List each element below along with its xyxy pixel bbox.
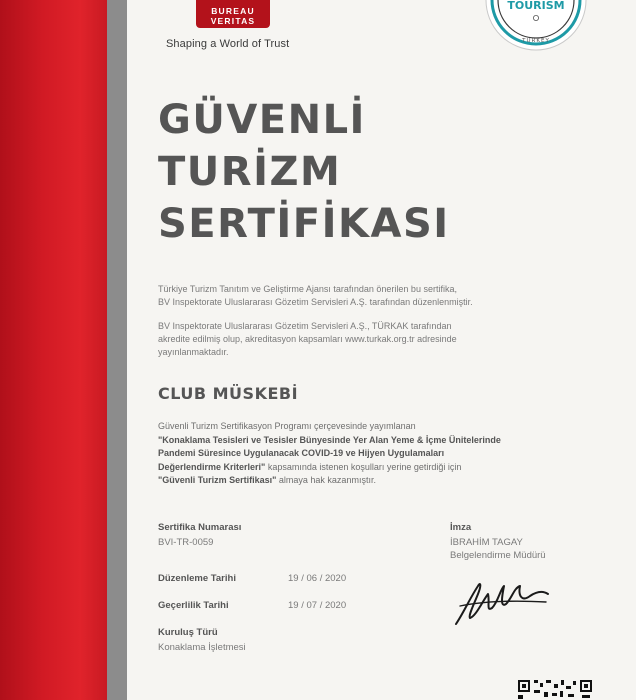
gray-side-band [107,0,127,700]
title-line-3: SERTİFİKASI [158,201,450,247]
statement-line-4-rest: kapsamında istenen koşulları yerine getirdiği için [265,461,462,472]
title-line-2: TURİZM [158,149,342,195]
statement-line-3: Pandemi Süresince Uygulanacak COVID-19 ve Hijyen Uygulamaları [158,448,445,459]
intro-p1-line-2: BV Inspektorate Uluslararası Gözetim Servisleri A.Ş. tarafından düzenlenmiştir. [158,297,473,307]
intro-p1-line-1: Türkiye Turizm Tanıtım ve Geliştirme Ajansı tarafından önerilen bu sertifika, [158,284,457,294]
certificate-number-label: Sertifika Numarası [158,522,242,533]
signatory-name: İBRAHİM TAGAY [450,537,523,548]
logo-tagline: Shaping a World of Trust [166,38,290,50]
qr-code [516,678,596,700]
company-name: CLUB MÜSKEBİ [158,384,299,403]
validity-date-label: Geçerlilik Tarihi [158,600,229,611]
signatory-role: Belgelendirme Müdürü [450,550,546,561]
intro-p2-line-2: akredite edilmiş olup, akreditasyon kapsamları www.turkak.org.tr adresinde [158,334,457,344]
statement-line-4-bold: Değerlendirme Kriterleri" [158,461,266,472]
certification-statement [158,420,608,488]
statement-line-5-bold: "Güvenli Turizm Sertifikası" [158,475,277,486]
validity-date-value: 19 / 07 / 2020 [288,600,347,611]
establishment-type-value: Konaklama İşletmesi [158,642,246,653]
issue-date-value: 19 / 06 / 2020 [288,573,347,584]
safe-tourism-badge [484,0,588,52]
issue-date-label: Düzenleme Tarihi [158,573,236,584]
intro-p2-line-1: BV Inspektorate Uluslararası Gözetim Servisleri A.Ş., TÜRKAK tarafından [158,321,452,331]
bureau-veritas-logo [196,0,270,30]
signature-label: İmza [450,522,472,533]
establishment-type-label: Kuruluş Türü [158,627,218,638]
logo-line-2: VERITAS [210,16,256,26]
title-line-1: GÜVENLİ [158,97,366,143]
handwritten-signature [450,572,560,630]
badge-top-text: TOURISM [507,0,565,12]
statement-line-2: "Konaklama Tesisleri ve Tesisler Bünyesinde Yer Alan Yeme & İçme Ünitelerinde [158,434,501,445]
certificate-number-value: BVI-TR-0059 [158,537,214,548]
intro-paragraph-1 [158,283,608,309]
intro-p2-line-3: yayınlanmaktadır. [158,347,229,357]
statement-line-1: Güvenli Turizm Sertifikasyon Programı çerçevesinde yayımlanan [158,421,416,431]
red-side-band [0,0,107,700]
certificate-title [158,94,450,250]
intro-paragraph-2 [158,320,608,359]
badge-bottom-text: TURKEY [522,38,550,44]
statement-line-5-rest: almaya hak kazanmıştır. [276,475,376,486]
logo-line-1: BUREAU [211,6,255,16]
